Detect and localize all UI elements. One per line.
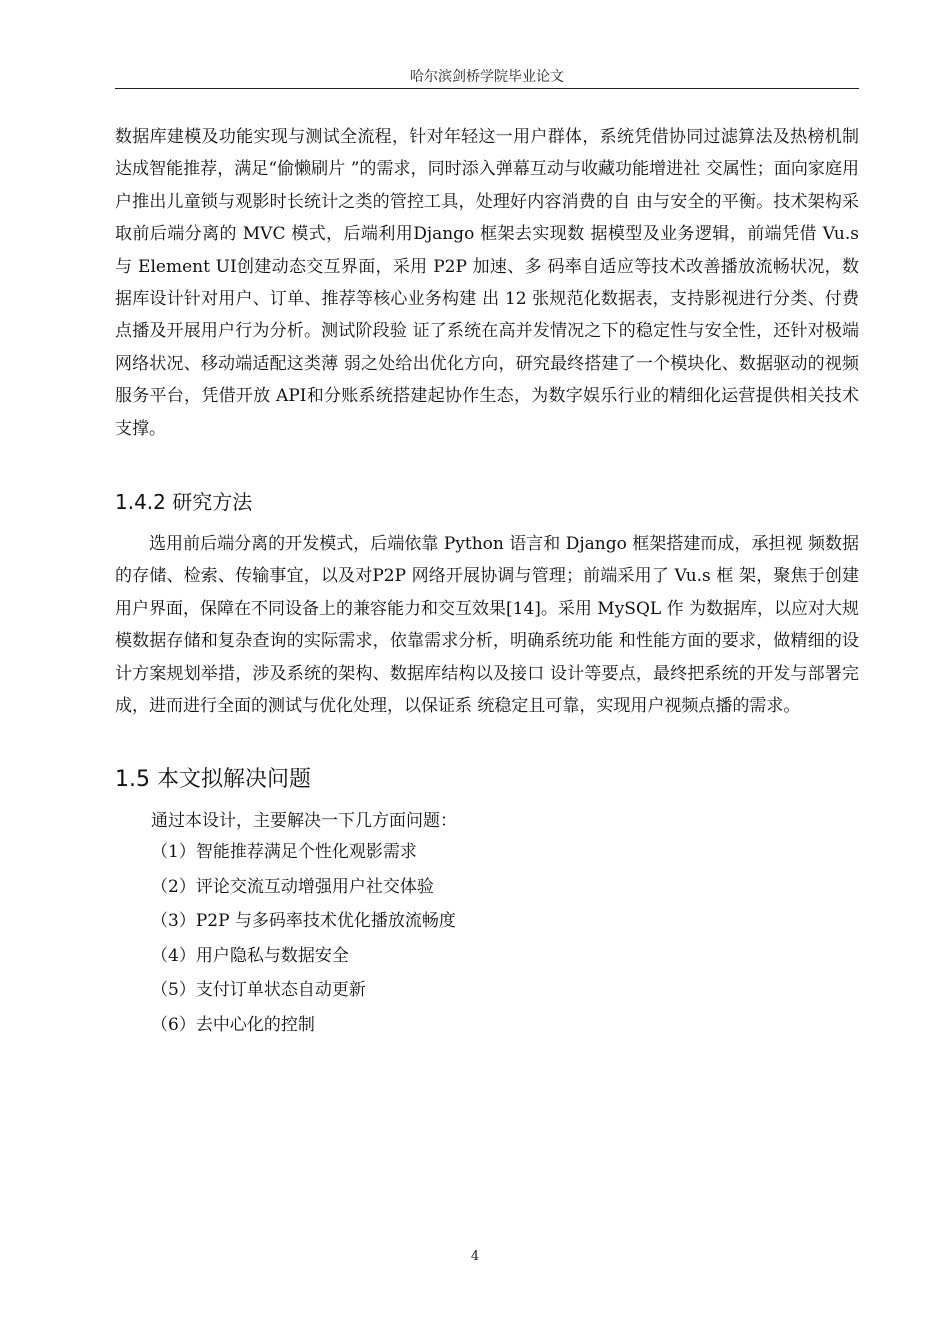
- problems-list: [151, 838, 456, 1045]
- header-divider: [115, 88, 859, 89]
- list-item: （6）去中心化的控制: [151, 1014, 315, 1035]
- page-number: 4: [470, 1249, 480, 1264]
- page-header-title: 哈尔滨剑桥学院毕业论文: [410, 69, 564, 85]
- body-paragraph-2: 选用前后端分离的开发模式，后端依靠 Python 语言和 Django 框架搭建而成，承担视 频数据的存储、检索、传输事宜，以及对P2P 网络开展协调与管理；前端采用了 Vu.s 框 架，聚焦于创建用户界面，保障在不同设备上的兼容能力和交互效果[14]。采用 MySQL 作 为数据库，以应对大规模数据存储和复杂查询的实际需求，依靠需求分析，明确系统功能 和性能方面的要求，做精细的设计方案规划举措，涉及系统的架构、数据库结构以及接口 设计等要点，最终把系统的开发与部署完成，进而进行全面的测试与优化处理，以保证系 统稳定且可靠，实现用户视频点播的需求。: [115, 534, 859, 717]
- section-heading-1-5: 1.5 本文拟解决问题: [115, 767, 311, 792]
- section-heading-1-4-2: 1.4.2 研究方法: [115, 490, 253, 514]
- list-item: （2）评论交流互动增强用户社交体验: [151, 876, 434, 897]
- list-item: （4）用户隐私与数据安全: [151, 945, 349, 966]
- body-paragraph-1: 数据库建模及功能实现与测试全流程，针对年轻这一用户群体，系统凭借协同过滤算法及热榜机制达成智能推荐，满足“偷懒刷片 ”的需求，同时添入弹幕互动与收藏功能增进社 交属性；面向家庭用户推出儿童锁与观影时长统计之类的管控工具，处理好内容消费的自 由与安全的平衡。技术架构采取前后端分离的 MVC 模式，后端利用Django 框架去实现数 据模型及业务逻辑，前端凭借 Vu.s 与 Element UI创建动态交互界面，采用 P2P 加速、多 码率自适应等技术改善播放流畅状况，数据库设计针对用户、订单、推荐等核心业务构建 出 12 张规范化数据表，支持影视进行分类、付费点播及开展用户行为分析。测试阶段验 证了系统在高并发情况之下的稳定性与安全性，还针对极端网络状况、移动端适配这类薄 弱之处给出优化方向，研究最终搭建了一个模块化、数据驱动的视频服务平台，凭借开放 API和分账系统搭建起协作生态，为数字娱乐行业的精细化运营提供相关技术支撑。: [115, 127, 859, 439]
- list-item: （1）智能推荐满足个性化观影需求: [151, 842, 417, 862]
- problems-intro: 通过本设计，主要解决一下几方面问题：: [151, 811, 457, 831]
- list-item: （3）P2P 与多码率技术优化播放流畅度: [151, 911, 456, 931]
- list-item: （5）支付订单状态自动更新: [151, 980, 366, 1000]
